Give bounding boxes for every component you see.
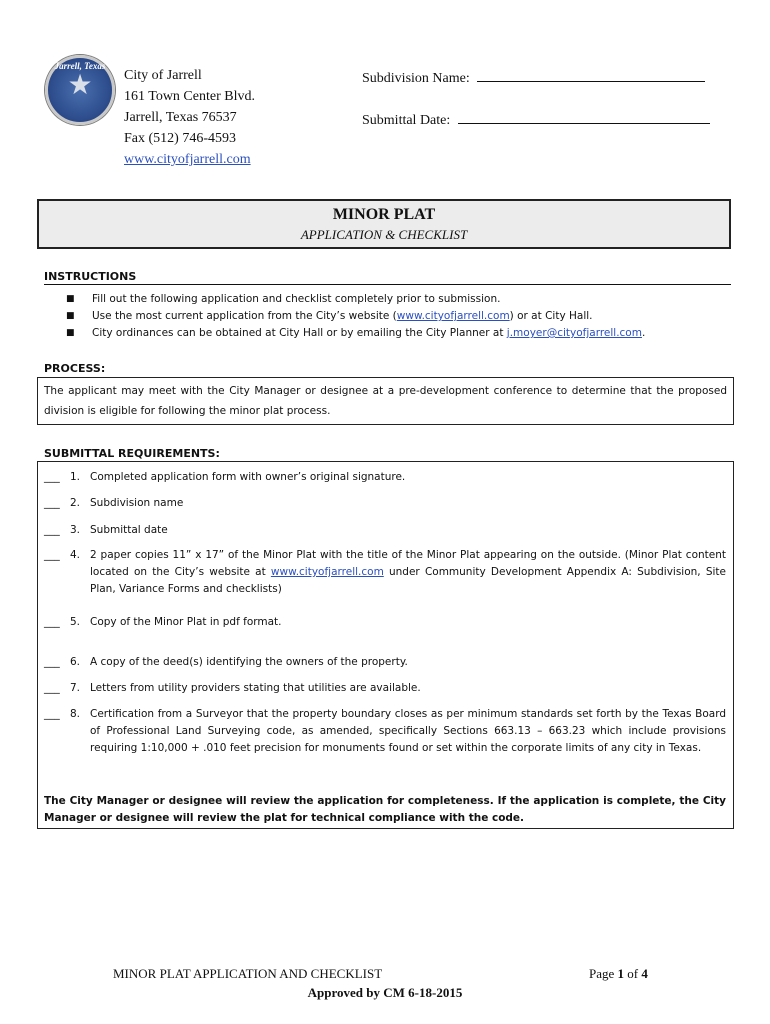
- city-seal-logo: [45, 55, 115, 125]
- requirement-number: 3.: [70, 524, 81, 536]
- bullet-icon: ■: [66, 311, 75, 321]
- city-website-link[interactable]: www.cityofjarrell.com: [124, 152, 251, 167]
- requirement-text: Copy of the Minor Plat in pdf format.: [90, 616, 282, 628]
- list-item: [44, 308, 734, 325]
- list-item: [44, 325, 734, 342]
- review-note: The City Manager or designee will review the application for completeness. If the application is complete, the City Manager or designee will review the plat for technical compliance with the code.: [44, 795, 726, 824]
- instruction-text: Fill out the following application and checklist completely prior to submission.: [92, 293, 501, 305]
- checkbox-blank[interactable]: ___: [44, 708, 60, 720]
- requirement-text: Subdivision name: [90, 497, 184, 509]
- requirement-text: Completed application form with owner’s original signature.: [90, 471, 406, 483]
- submittal-heading: SUBMITTAL REQUIREMENTS:: [44, 447, 220, 460]
- requirement-number: 6.: [70, 656, 81, 668]
- requirement-item-7: [44, 680, 726, 697]
- process-heading: PROCESS:: [44, 362, 106, 375]
- requirement-text: 2 paper copies 11” x 17” of the Minor Plat with the title of the Minor Plat appearing on the outside. (Minor Plat content located on the City’s website at www.cityofjarrell.com under Community Development Appendix A: Subdivision, Site Plan, Variance Forms and checklists): [90, 549, 726, 595]
- bullet-icon: ■: [66, 294, 75, 304]
- requirement-text: Certification from a Surveyor that the property boundary closes as per minimum standards set forth by the Texas Board of Professional Land Surveying code, as amended, specifically Sections 663.13 – 663.23 which include provisions requiring 1:10,000 + .010 feet precision for monuments found or set within the corporate limits of any city in Texas.: [90, 708, 726, 754]
- instruction-text: City ordinances can be obtained at City Hall or by emailing the City Planner at j.moyer@cityofjarrell.com.: [92, 327, 646, 339]
- bullet-icon: ■: [66, 328, 75, 338]
- document-subtitle: APPLICATION & CHECKLIST: [300, 227, 468, 242]
- instructions-heading: INSTRUCTIONS: [44, 270, 731, 285]
- title-box: [37, 199, 731, 249]
- submittal-box: [37, 461, 734, 829]
- website-link[interactable]: www.cityofjarrell.com: [396, 310, 510, 322]
- footer-approval: Approved by CM 6-18-2015: [307, 985, 463, 1000]
- requirement-number: 5.: [70, 616, 81, 628]
- document-title: MINOR PLAT: [332, 206, 436, 223]
- requirement-text: Letters from utility providers stating that utilities are available.: [90, 682, 421, 694]
- requirement-number: 4.: [70, 549, 81, 561]
- subdivision-name-field: [362, 67, 705, 87]
- process-text: The applicant may meet with the City Manager or designee at a pre-development conference to determine that the proposed division is eligible for following the minor plat process.: [44, 385, 727, 417]
- subdivision-name-label: Subdivision Name:: [362, 71, 470, 86]
- checkbox-blank[interactable]: ___: [44, 549, 60, 561]
- requirement-text: A copy of the deed(s) identifying the owners of the property.: [90, 656, 408, 668]
- checkbox-blank[interactable]: ___: [44, 497, 60, 509]
- requirement-item-6: [44, 654, 726, 671]
- requirement-number: 7.: [70, 682, 81, 694]
- seal-ring-text: Jarrell, Texas: [54, 61, 106, 71]
- star-icon: ★: [67, 68, 93, 101]
- requirement-item-2: [44, 495, 726, 512]
- submittal-date-input[interactable]: [458, 109, 710, 124]
- submittal-date-field: [362, 109, 710, 129]
- city-address-block: [124, 65, 255, 170]
- checkbox-blank[interactable]: ___: [44, 616, 60, 628]
- requirement-item-1: [44, 469, 726, 486]
- checkbox-blank[interactable]: ___: [44, 524, 60, 536]
- subdivision-name-input[interactable]: [477, 67, 705, 82]
- website-link[interactable]: www.cityofjarrell.com: [270, 566, 384, 578]
- checkbox-blank[interactable]: ___: [44, 656, 60, 668]
- list-item: [44, 291, 734, 308]
- requirement-item-4: [44, 547, 726, 598]
- requirement-item-8: [44, 706, 726, 757]
- footer-page-number: Page 1 of 4: [589, 966, 648, 981]
- email-link[interactable]: j.moyer@cityofjarrell.com: [506, 327, 642, 339]
- requirement-number: 8.: [70, 708, 81, 720]
- submittal-date-label: Submittal Date:: [362, 113, 451, 128]
- instruction-text: Use the most current application from the City’s website (www.cityofjarrell.com) or at City Hall.: [92, 310, 593, 322]
- requirement-item-5: [44, 614, 726, 631]
- city-street: 161 Town Center Blvd.: [124, 89, 255, 104]
- footer-document-name: MINOR PLAT APPLICATION AND CHECKLIST: [113, 966, 383, 981]
- checkbox-blank[interactable]: ___: [44, 682, 60, 694]
- checkbox-blank[interactable]: ___: [44, 471, 60, 483]
- requirement-text: Submittal date: [90, 524, 168, 536]
- city-name: City of Jarrell: [124, 68, 202, 83]
- instructions-list: [44, 291, 734, 342]
- requirement-item-3: [44, 522, 726, 539]
- city-state-zip: Jarrell, Texas 76537: [124, 110, 237, 125]
- city-fax: Fax (512) 746-4593: [124, 131, 236, 146]
- process-box: [37, 377, 734, 425]
- requirement-number: 1.: [70, 471, 81, 483]
- requirement-number: 2.: [70, 497, 81, 509]
